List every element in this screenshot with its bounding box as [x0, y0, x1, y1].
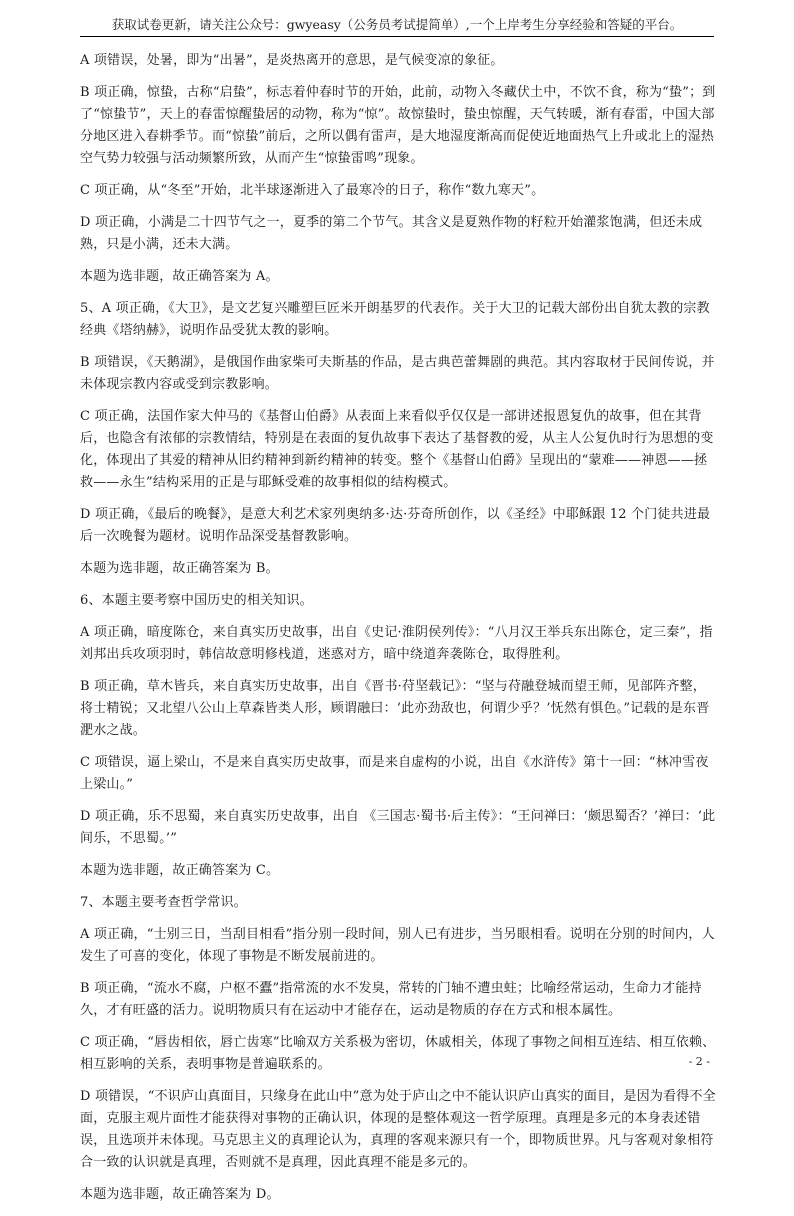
paragraph: B 项正确，草木皆兵，来自真实历史故事，出自《晋书·苻坚载记》：“坚与苻融登城而望王师，见部阵齐整，将士精锐；又北望八公山上草森皆类人形，顾谓融曰：‘此亦劲敌也，何谓少乎？’怃然有惧色。”记载的是东晋淝水之战。: [80, 679, 710, 738]
paragraph: B 项正确，“流水不腐，户枢不蠹”指常流的水不发臭，常转的门轴不遭虫蛀；比喻经常运动，生命力才能持久，才有旺盛的活力。说明物质只有在运动中才能存在，运动是物质的存在方式和根本属性。: [80, 981, 702, 1018]
page-number: - 2 -: [688, 1055, 710, 1068]
paragraph: A 项错误，处暑，即为“出暑”，是炎热离开的意思，是气候变凉的象征。: [80, 53, 504, 68]
paragraph: D 项正确，小满是二十四节气之一，夏季的第二个节气。其含义是夏熟作物的籽粒开始灌浆饱满，但还未成熟，只是小满，还未大满。: [80, 215, 703, 252]
paragraph: C 项正确，从“冬至”开始，北半球逐渐进入了最寒冷的日子，称作“数九寒天”。: [80, 183, 545, 198]
paragraph: D 项错误，“不识庐山真面目，只缘身在此山中”意为处于庐山之中不能认识庐山真实的面目，是因为看得不全面，克服主观片面性才能获得对事物的正确认识，体现的是整体观这一哲学原理。真理是多元的本身表述错误，且选项并未体现。马克思主义的真理论认为，真理的客观来源只有一个，即物质世界。凡与客观对象相符合一致的认识就是真理，否则就不是真理，因此真理不能是多元的。: [80, 1089, 716, 1170]
page-header: 获取试卷更新，请关注公众号：gwyeasy（公务员考试提简单）,一个上岸考生分享经验和答疑的平台。: [80, 16, 714, 37]
paragraph: C 项错误，逼上梁山，不是来自真实历史故事，而是来自虚构的小说，出自《水浒传》第十一回：“林冲雪夜上梁山。”: [80, 755, 709, 792]
question-heading: 6、本题主要考察中国历史的相关知识。: [80, 593, 313, 608]
document-body: [80, 50, 716, 1216]
answer-line: 本题为选非题，故正确答案为 B。: [80, 561, 279, 576]
question-heading: 7、本题主要考查哲学常识。: [80, 895, 247, 910]
answer-line: 本题为选非题，故正确答案为 D。: [80, 1187, 280, 1202]
paragraph: B 项正确，惊蛰，古称“启蛰”，标志着仲春时节的开始，此前，动物入冬藏伏土中，不饮不食，称为“蛰”；到了“惊蛰节”，天上的春雷惊醒蛰居的动物，称为“惊”。故惊蛰时，蛰虫惊醒，天气转暖，渐有春雷，中国大部分地区进入春耕季节。而“惊蛰”前后，之所以偶有雷声，是大地湿度渐高而促使近地面热气上升或北上的湿热空气势力较强与活动频繁所致，从而产生“惊蛰雷鸣”现象。: [80, 85, 716, 166]
paragraph: C 项正确，法国作家大仲马的《基督山伯爵》从表面上来看似乎仅仅是一部讲述报恩复仇的故事，但在其背后，也隐含有浓郁的宗教情结，特别是在表面的复仇故事下表达了基督教的爱，从主人公复仇时行为思想的变化，体现出了其爱的精神从旧约精神到新约精神的转变。整个《基督山伯爵》呈现出的“蒙难——神恩——拯救——永生”结构采用的正是与耶稣受难的故事相似的结构模式。: [80, 409, 714, 490]
question-heading: 5、A 项正确，《大卫》，是文艺复兴雕塑巨匠米开朗基罗的代表作。关于大卫的记载大部份出自犹太教的宗教经典《塔纳赫》，说明作品受犹太教的影响。: [80, 301, 710, 338]
paragraph: A 项正确，“士别三日，当刮目相看”指分别一段时间，别人已有进步，当另眼相看。说明在分别的时间内，人发生了可喜的变化，体现了事物是不断发展前进的。: [80, 927, 715, 964]
answer-line: 本题为选非题，故正确答案为 C。: [80, 863, 280, 878]
paragraph: C 项正确，“唇齿相依，唇亡齿寒”比喻双方关系极为密切，休戚相关，体现了事物之间相互连结、相互依赖、相互影响的关系，表明事物是普遍联系的。: [80, 1035, 716, 1072]
paragraph: A 项正确，暗度陈仓，来自真实历史故事，出自《史记·淮阴侯列传》：“八月汉王举兵东出陈仓，定三秦”，指刘邦出兵攻项羽时，韩信故意明修栈道，迷惑对方，暗中绕道奔袭陈仓，取得胜利。: [80, 625, 713, 662]
paragraph: D 项正确，乐不思蜀，来自真实历史故事，出自 《三国志·蜀书·后主传》：“王问禅曰：‘颇思蜀否？’禅曰：‘此间乐，不思蜀。’”: [80, 809, 716, 846]
answer-line: 本题为选非题，故正确答案为 A。: [80, 269, 279, 284]
paragraph: B 项错误，《天鹅湖》，是俄国作曲家柴可夫斯基的作品，是古典芭蕾舞剧的典范。其内容取材于民间传说，并未体现宗教内容或受到宗教影响。: [80, 355, 715, 392]
paragraph: D 项正确，《最后的晚餐》，是意大利艺术家列奥纳多·达·芬奇所创作，以《圣经》中耶稣跟 12 个门徒共进最后一次晚餐为题材。说明作品深受基督教影响。: [80, 507, 711, 544]
